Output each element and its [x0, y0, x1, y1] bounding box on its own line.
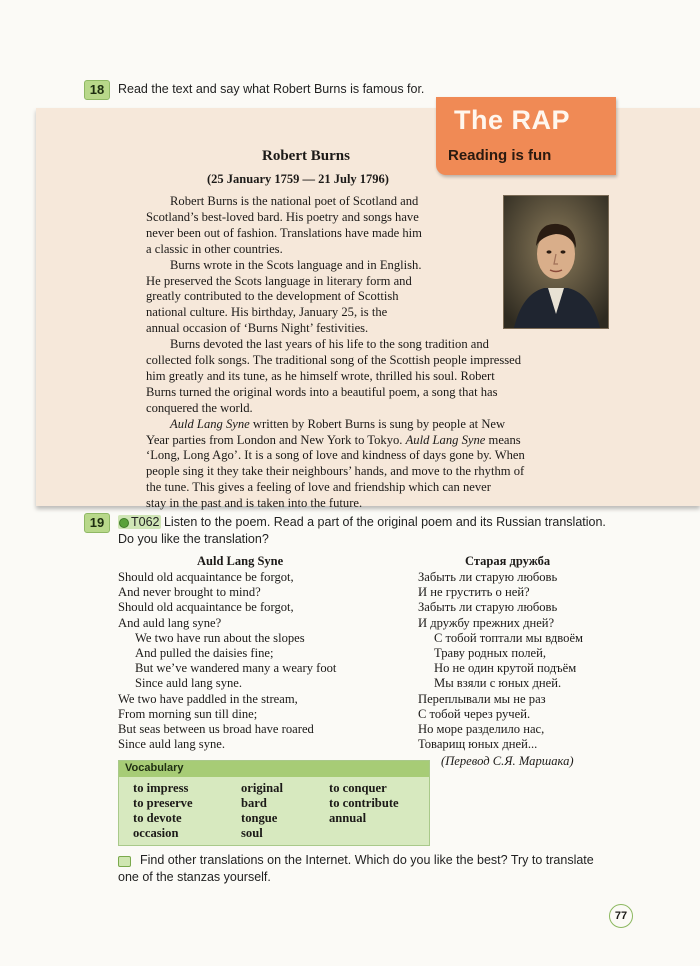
audio-play-icon[interactable] — [119, 518, 129, 528]
vocabulary-word: original — [241, 781, 283, 795]
exercise-18-instruction: Read the text and say what Robert Burns is famous for. — [118, 82, 425, 96]
article-line-segment: He preserved the Scots language in literary form and — [146, 273, 412, 288]
article-line-segment: ‘Long, Long Ago’. It is a song of love and kindness of days gone by. When — [146, 448, 525, 463]
article-line-segment: conquered the world. — [146, 400, 253, 415]
vocabulary-word: to conquer — [329, 781, 387, 795]
poem-en-line: And auld lang syne? — [118, 615, 222, 630]
poem-en-line: Since auld lang syne. — [135, 676, 243, 691]
article-line — [146, 273, 412, 289]
vocabulary-word: bard — [241, 796, 267, 810]
vocabulary-word: to impress — [133, 781, 189, 795]
poem-ru-line: Но не один крутой подъём — [434, 661, 577, 676]
poem-ru-line: С тобой топтали мы вдвоём — [434, 630, 584, 645]
article-line-segment: people sing it they take their neighbours’ hands, and move to the rhythm of — [146, 464, 525, 479]
article-line-segment: Robert Burns is the national poet of Scotland and — [170, 194, 419, 208]
vocabulary-word: to preserve — [133, 796, 193, 810]
article-line — [146, 384, 498, 400]
poem-en-line: Since auld lang syne. — [118, 737, 226, 752]
poem-ru-line: Переплывали мы не раз — [418, 691, 546, 706]
article-line-segment: written by Robert Burns is sung by people at New — [249, 416, 506, 431]
vocabulary-word: occasion — [133, 826, 179, 840]
poem-ru-line: Мы взяли с юных дней. — [434, 676, 562, 691]
article-line-segment: Auld Lang Syne — [405, 432, 486, 447]
article-line-segment: stay in the past and is taken into the future. — [146, 496, 363, 511]
article-line-segment: collected folk songs. The traditional song of the Scottish people impressed — [146, 353, 522, 367]
article-line — [146, 479, 491, 495]
rap-badge — [436, 97, 616, 175]
article-line — [170, 257, 422, 273]
poem-en-title: Auld Lang Syne — [197, 554, 284, 568]
article-dates: (25 January 1759 — 21 July 1796) — [207, 172, 389, 186]
exercise-number-19: 19 — [84, 513, 110, 533]
rap-subtitle: Reading is fun — [448, 147, 552, 164]
article-line-segment: a classic in other countries. — [146, 241, 283, 256]
article-line — [146, 495, 362, 511]
vocabulary-word: tongue — [241, 811, 278, 825]
exercise-number-18: 18 — [84, 80, 110, 100]
article-line — [146, 368, 495, 384]
vocabulary-title: Vocabulary — [125, 762, 184, 774]
exercise-19-instruction — [118, 515, 606, 529]
poem-ru-line: Траву родных полей, — [434, 646, 546, 660]
page-number: 77 — [609, 904, 633, 928]
exercise-19-instruction-line-2: Do you like the translation? — [118, 532, 269, 546]
poem-en-line: But seas between us broad have roared — [118, 722, 314, 736]
article-line-segment: never been out of fashion. Translations have made him — [146, 225, 422, 240]
poem-en-line: From morning sun till dine; — [118, 706, 258, 721]
article-title: Robert Burns — [262, 148, 350, 164]
article-line-segment: the tune. This gives a feeling of love and friendship which can never — [146, 480, 491, 495]
poem-en-line: But we’ve wandered many a weary foot — [135, 661, 337, 676]
poem-ru-line: С тобой через ручей. — [418, 706, 531, 721]
poem-en-line: Should old acquaintance be forgot, — [118, 600, 294, 615]
article-line-segment: greatly contributed to the development of Scottish — [146, 289, 399, 304]
article-line-segment: Burns wrote in the Scots language and in English. — [170, 257, 422, 272]
article-line — [146, 463, 524, 479]
task-checkbox-icon — [118, 856, 131, 867]
article-line — [146, 432, 521, 448]
audio-track-number: T062 — [131, 515, 160, 529]
article-line-segment: Auld Lang Syne — [170, 416, 250, 431]
article-line — [170, 416, 505, 432]
robert-burns-portrait — [503, 195, 609, 329]
task-text-line-1: Find other translations on the Internet. Which do you like the best? Try to translate — [140, 853, 594, 867]
vocabulary-word: annual — [329, 811, 367, 825]
poem-ru-line: И не грустить о ней? — [418, 585, 530, 600]
poem-ru-title: Старая дружба — [465, 554, 551, 568]
task-text-line-2: one of the stanzas yourself. — [118, 870, 271, 884]
vocabulary-word: to contribute — [329, 796, 399, 810]
article-line — [170, 193, 418, 209]
article-line — [146, 400, 253, 416]
article-line — [146, 447, 525, 463]
article-line — [170, 336, 489, 352]
poem-ru-line: Забыть ли старую любовь — [418, 600, 558, 615]
poem-en-line: We two have run about the slopes — [135, 630, 305, 645]
translator-credit: (Перевод С.Я. Маршака) — [441, 754, 574, 768]
article-line — [146, 288, 399, 304]
vocabulary-header — [119, 761, 429, 777]
article-line-segment: Burns turned the original words into a beautiful poem, a song that has — [146, 384, 498, 399]
poem-ru-line: Товарищ юных дней... — [418, 737, 538, 752]
poem-ru-line: Забыть ли старую любовь — [418, 570, 558, 584]
article-line — [146, 209, 419, 225]
article-line-segment: Burns devoted the last years of his life to the song tradition and — [170, 337, 489, 352]
article-line-segment: national culture. His birthday, January 25, is the — [146, 305, 388, 320]
poem-ru-line: Но море разделило нас, — [418, 722, 545, 736]
article-line — [146, 320, 368, 336]
article-line — [146, 352, 521, 368]
poem-en-line: Should old acquaintance be forgot, — [118, 570, 294, 584]
article-line — [146, 304, 387, 320]
article-line — [146, 241, 283, 257]
exercise-19-instruction-line-1: Listen to the poem. Read a part of the original poem and its Russian translation. — [160, 515, 606, 529]
article-line-segment: Scotland’s best-loved bard. His poetry and songs have — [146, 209, 419, 224]
article-line-segment: annual occasion of ‘Burns Night’ festivities. — [146, 321, 369, 336]
poem-en-line: We two have paddled in the stream, — [118, 691, 298, 706]
rap-title: The RAP — [454, 105, 571, 135]
poem-ru-line: И дружбу прежних дней? — [418, 615, 555, 630]
article-line — [146, 225, 422, 241]
article-line-segment: him greatly and its tune, as he himself wrote, thrilled his soul. Robert — [146, 368, 495, 383]
vocabulary-word: soul — [241, 826, 263, 840]
article-line-segment: means — [485, 432, 521, 447]
article-line-segment: Year parties from London and New York to Tokyo. — [146, 432, 406, 447]
vocabulary-word: to devote — [133, 811, 182, 825]
audio-track-tag[interactable] — [118, 515, 161, 529]
poem-en-line: And never brought to mind? — [118, 585, 261, 600]
poem-en-line: And pulled the daisies fine; — [135, 646, 274, 660]
